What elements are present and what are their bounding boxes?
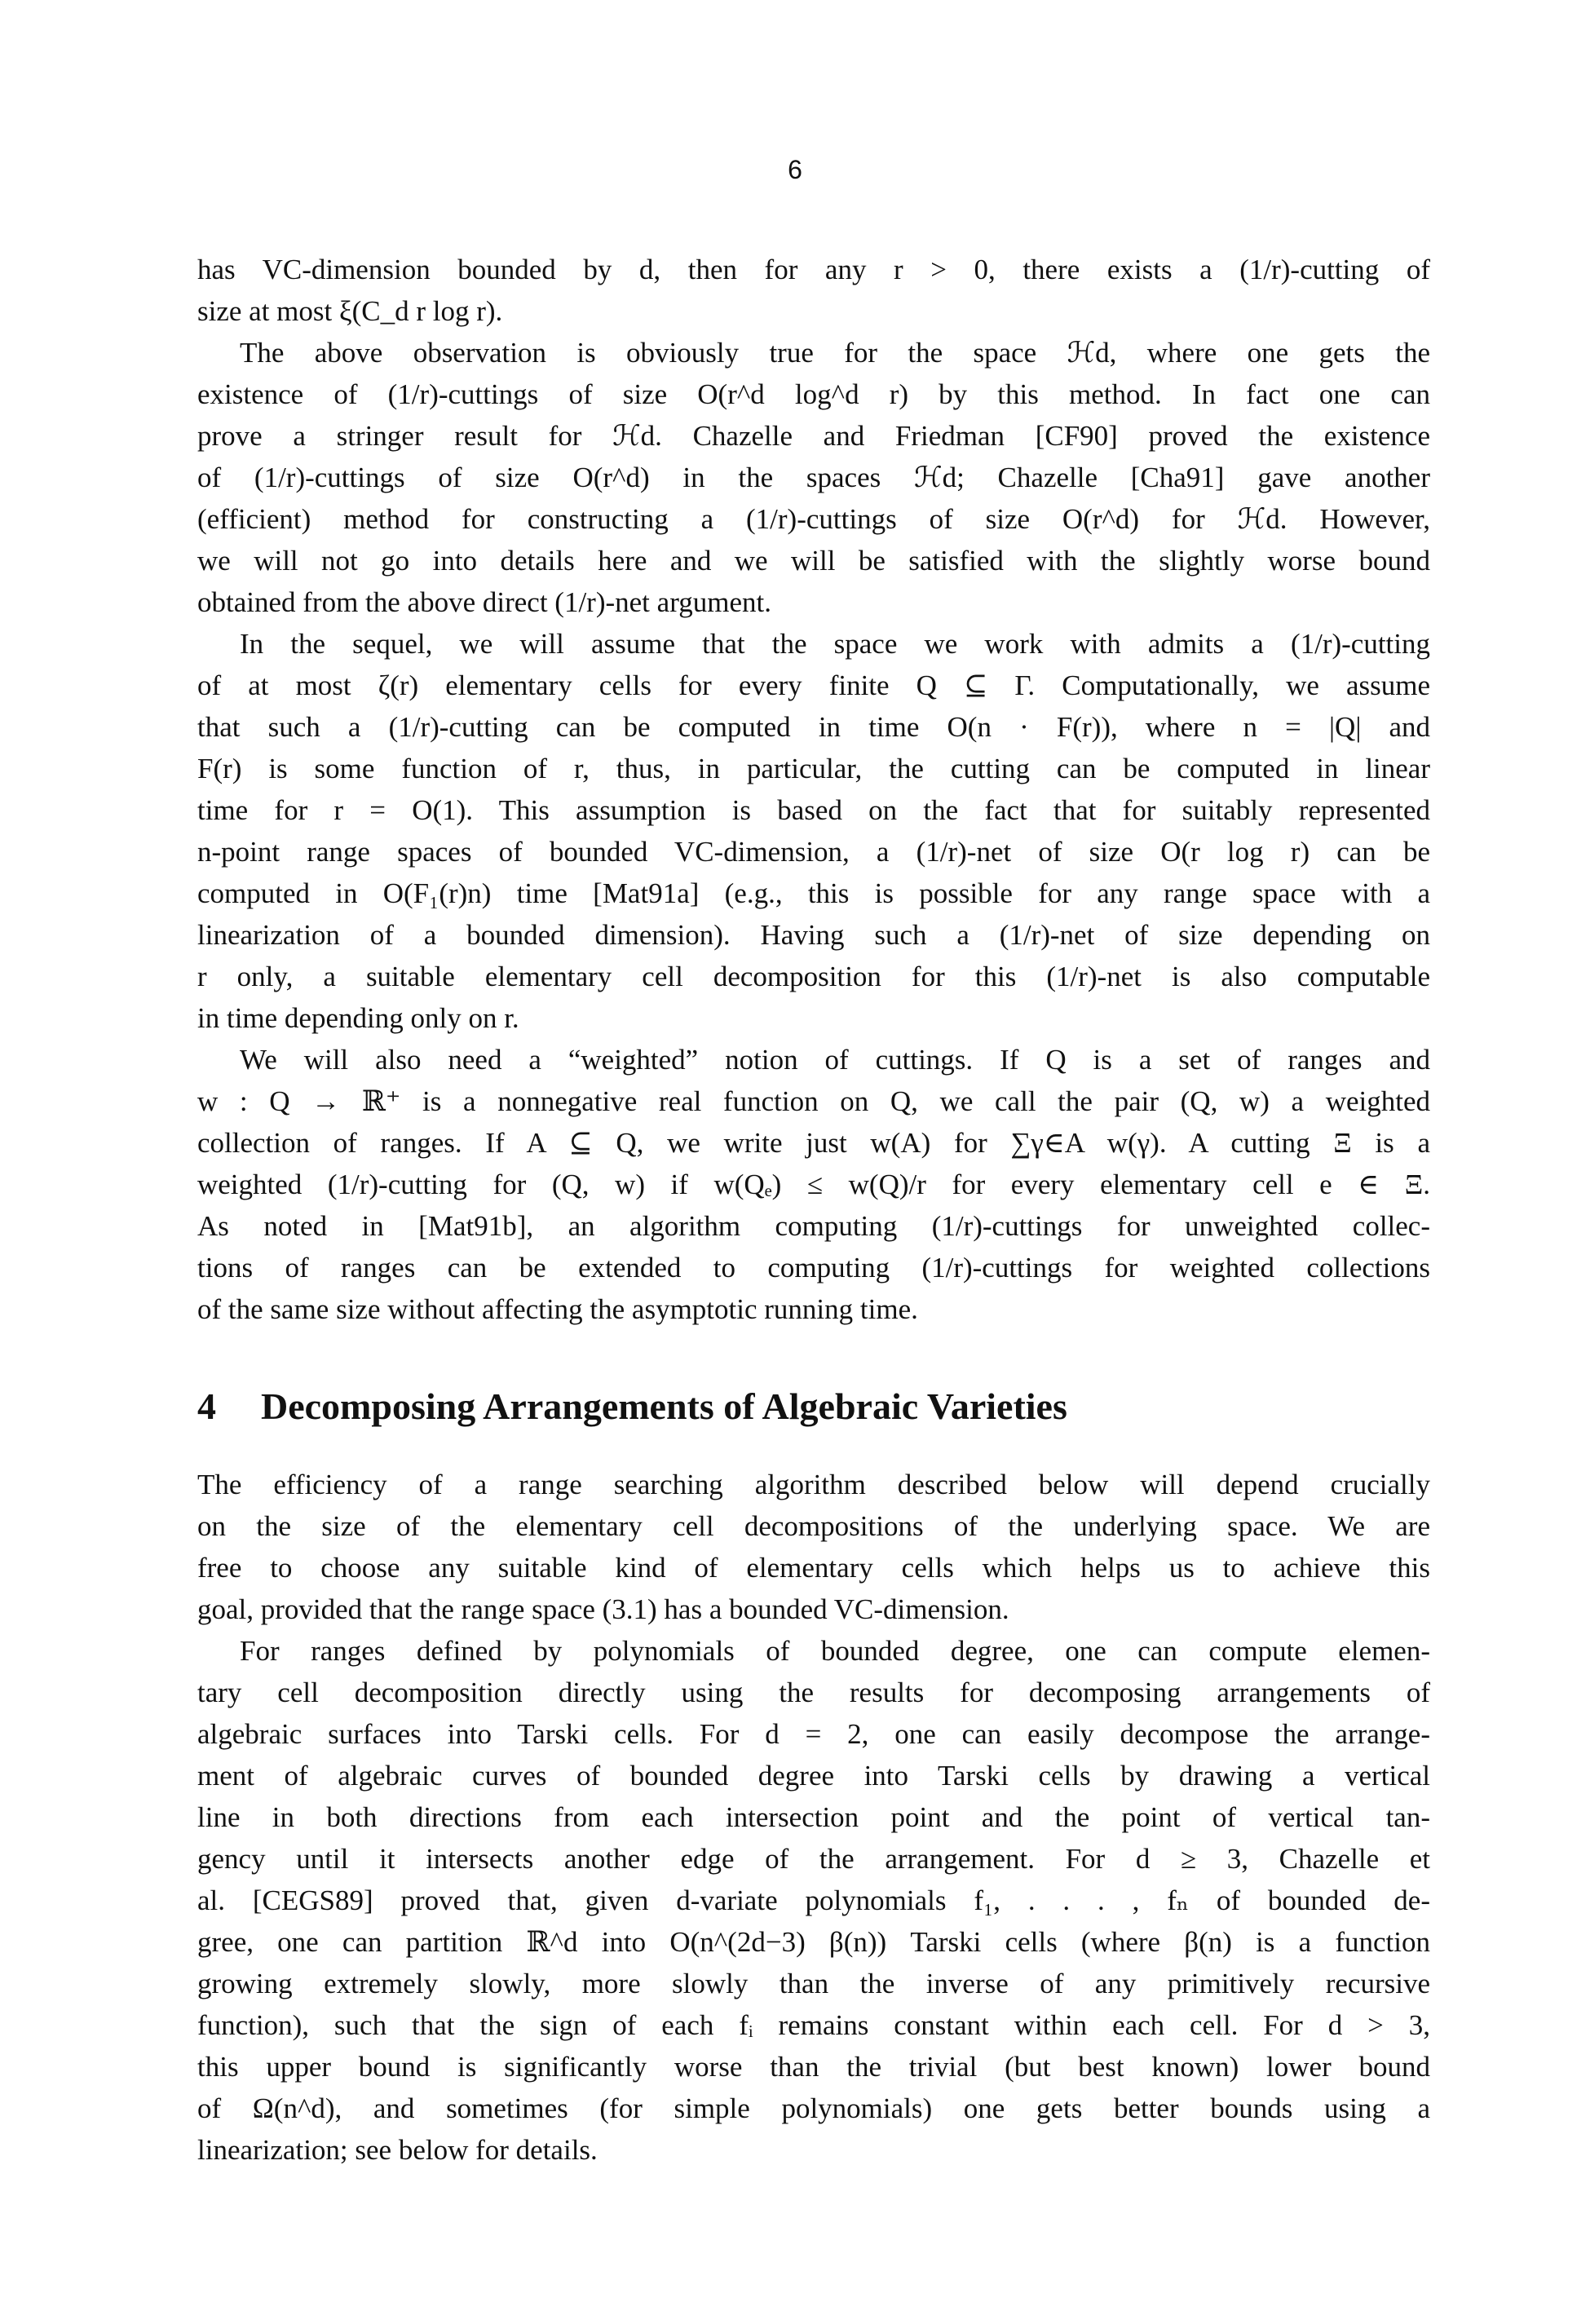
text-line: As noted in [Mat91b], an algorithm computing (1/r)-cuttings for unweighted collec- xyxy=(197,1210,1430,1242)
text-line: (efficient) method for constructing a (1/r)-cuttings of size O(r^d) for ℋd. However, xyxy=(197,503,1430,535)
text-line: weighted (1/r)-cutting for (Q, w) if w(Qₑ) ≤ w(Q)/r for every elementary cell e ∈ Ξ. xyxy=(197,1169,1430,1200)
page-number: 6 xyxy=(788,155,802,184)
text-line: existence of (1/r)-cuttings of size O(r^d log^d r) by this method. In fact one can xyxy=(197,378,1430,410)
text-line: of Ω(n^d), and sometimes (for simple polynomials) one gets better bounds using a xyxy=(197,2092,1430,2124)
text-line: goal, provided that the range space (3.1) has a bounded VC-dimension. xyxy=(197,1593,1009,1625)
text-line: collection of ranges. If A ⊆ Q, we write just w(A) for ∑γ∈A w(γ). A cutting Ξ is a xyxy=(197,1127,1430,1159)
text-line: in time depending only on r. xyxy=(197,1002,519,1034)
text-line: this upper bound is significantly worse than the trivial (but best known) lower bound xyxy=(197,2051,1430,2083)
text-line: gency until it intersects another edge of the arrangement. For d ≥ 3, Chazelle et xyxy=(197,1843,1430,1875)
text-line: of the same size without affecting the asymptotic running time. xyxy=(197,1293,918,1325)
text-line: linearization; see below for details. xyxy=(197,2134,598,2166)
paragraph xyxy=(197,249,1430,332)
text-line: of (1/r)-cuttings of size O(r^d) in the spaces ℋd; Chazelle [Cha91] gave another xyxy=(197,462,1430,493)
text-line: n-point range spaces of bounded VC-dimension, a (1/r)-net of size O(r log r) can be xyxy=(197,836,1430,868)
text-line: free to choose any suitable kind of elementary cells which helps us to achieve this xyxy=(197,1552,1430,1584)
section-heading xyxy=(197,1382,1067,1431)
text-line: growing extremely slowly, more slowly than the inverse of any primitively recursive xyxy=(197,1968,1430,1999)
text-line: al. [CEGS89] proved that, given d-variate polynomials f₁, . . . , fₙ of bounded de- xyxy=(197,1884,1430,1916)
text-line: We will also need a “weighted” notion of cuttings. If Q is a set of ranges and xyxy=(240,1044,1430,1076)
text-line: For ranges defined by polynomials of bounded degree, one can compute elemen- xyxy=(240,1635,1430,1667)
section-number: 4 xyxy=(197,1385,216,1427)
paragraph xyxy=(197,1630,1430,2171)
text-line: on the size of the elementary cell decompositions of the underlying space. We are xyxy=(197,1510,1430,1542)
section-3-text xyxy=(197,249,1430,1330)
paragraph xyxy=(197,1039,1430,1330)
text-line: tary cell decomposition directly using the results for decomposing arrangements of xyxy=(197,1677,1430,1708)
text-line: size at most ξ(C_d r log r). xyxy=(197,295,503,327)
text-line: computed in O(F₁(r)n) time [Mat91a] (e.g., this is possible for any range space with a xyxy=(197,877,1430,909)
paragraph xyxy=(197,332,1430,623)
section-title: Decomposing Arrangements of Algebraic Varieties xyxy=(261,1385,1067,1427)
text-line: linearization of a bounded dimension). Having such a (1/r)-net of size depending on xyxy=(197,919,1430,951)
paragraph xyxy=(197,623,1430,1039)
section-4-text xyxy=(197,1464,1430,2171)
text-line: prove a stringer result for ℋd. Chazelle and Friedman [CF90] proved the existence xyxy=(197,420,1430,452)
text-line: F(r) is some function of r, thus, in particular, the cutting can be computed in linear xyxy=(197,753,1430,784)
paragraph xyxy=(197,1464,1430,1630)
text-line: we will not go into details here and we will be satisfied with the slightly worse bound xyxy=(197,545,1430,577)
text-line: tions of ranges can be extended to computing (1/r)-cuttings for weighted collections xyxy=(197,1252,1430,1284)
text-line: time for r = O(1). This assumption is based on the fact that for suitably represented xyxy=(197,794,1430,826)
text-line: In the sequel, we will assume that the space we work with admits a (1/r)-cutting xyxy=(240,628,1430,660)
text-line: ment of algebraic curves of bounded degree into Tarski cells by drawing a vertical xyxy=(197,1760,1430,1792)
text-line: algebraic surfaces into Tarski cells. For d = 2, one can easily decompose the arrange- xyxy=(197,1718,1430,1750)
text-line: of at most ζ(r) elementary cells for every finite Q ⊆ Γ. Computationally, we assume xyxy=(197,669,1430,701)
text-line: line in both directions from each intersection point and the point of vertical tan- xyxy=(197,1801,1430,1833)
text-line: The above observation is obviously true for the space ℋd, where one gets the xyxy=(240,337,1430,369)
text-line: function), such that the sign of each fᵢ remains constant within each cell. For d > 3, xyxy=(197,2009,1430,2041)
text-line: The efficiency of a range searching algorithm described below will depend crucially xyxy=(197,1469,1430,1500)
text-line: r only, a suitable elementary cell decomposition for this (1/r)-net is also computable xyxy=(197,961,1430,992)
text-line: that such a (1/r)-cutting can be computed in time O(n · F(r)), where n = |Q| and xyxy=(197,711,1430,743)
text-line: obtained from the above direct (1/r)-net argument. xyxy=(197,586,771,618)
text-line: has VC-dimension bounded by d, then for any r > 0, there exists a (1/r)-cutting of xyxy=(197,254,1430,285)
text-line: w : Q → ℝ⁺ is a nonnegative real function on Q, we call the pair (Q, w) a weighted xyxy=(197,1085,1430,1117)
text-line: gree, one can partition ℝ^d into O(n^(2d−3) β(n)) Tarski cells (where β(n) is a function xyxy=(197,1926,1430,1958)
